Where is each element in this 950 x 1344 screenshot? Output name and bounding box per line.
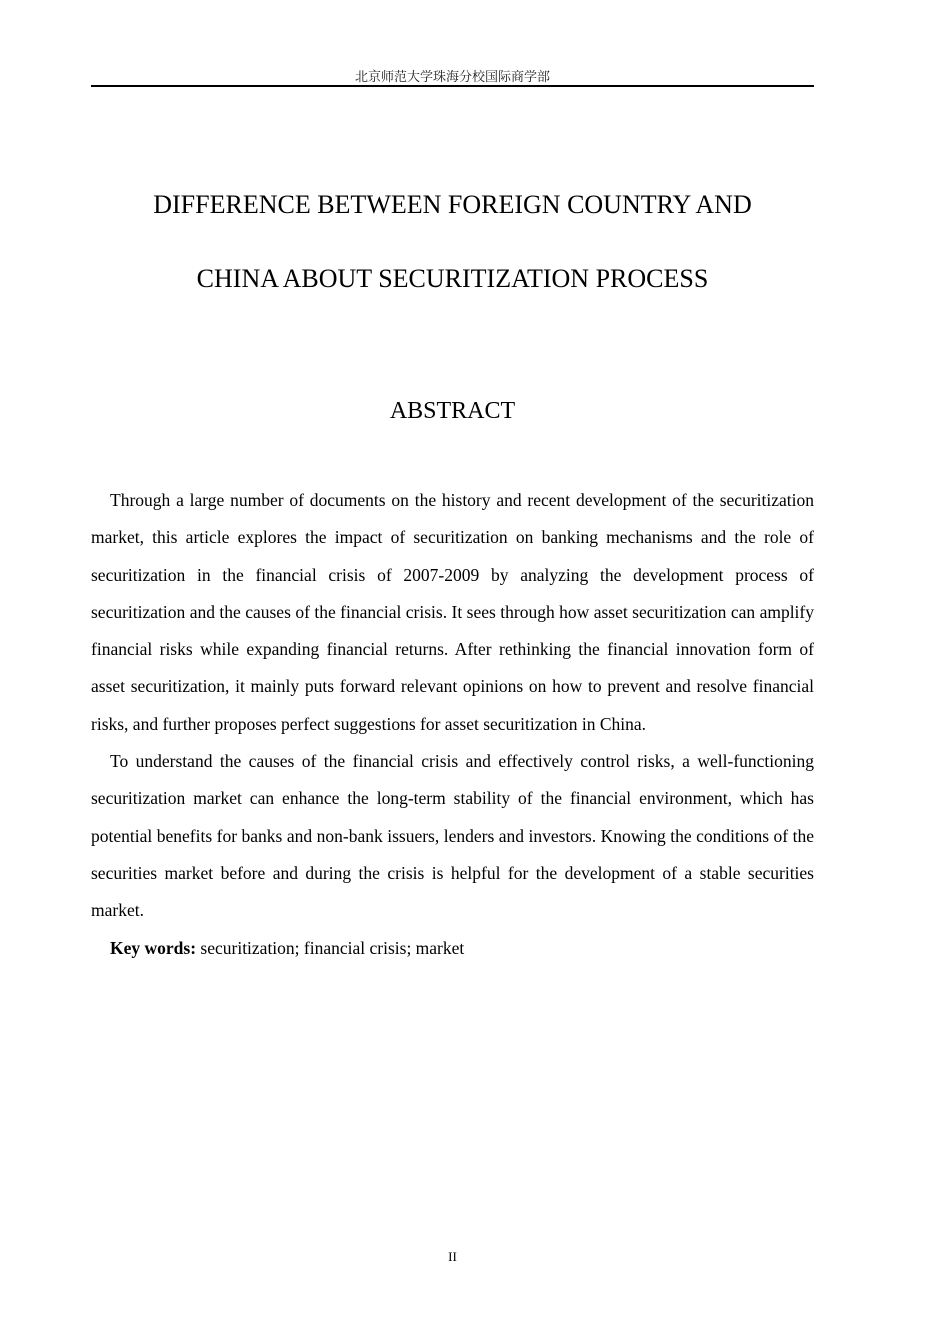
page-header: 北京师范大学珠海分校国际商学部 bbox=[354, 70, 550, 85]
title-line-1: DIFFERENCE BETWEEN FOREIGN COUNTRY AND bbox=[153, 190, 752, 219]
keywords-label: Key words: bbox=[110, 937, 197, 958]
abstract-body bbox=[91, 482, 814, 966]
header-rule bbox=[91, 85, 814, 87]
page-number: II bbox=[448, 1249, 457, 1264]
keywords-text: securitization; financial crisis; market bbox=[196, 937, 465, 958]
keywords bbox=[91, 930, 814, 966]
abstract-heading: ABSTRACT bbox=[389, 398, 516, 424]
title-line-2: CHINA ABOUT SECURITIZATION PROCESS bbox=[196, 264, 709, 293]
abstract-paragraph: Through a large number of documents on the history and recent development of the securitization market, this article explores the impact of securitization on banking mechanisms and the role of securitization in the financial crisis of 2007-2009 by analyzing the development process of securitization and the causes of the financial crisis. It sees through how asset securitization can amplify financial risks while expanding financial returns. After rethinking the financial innovation form of asset securitization, it mainly puts forward relevant opinions on how to prevent and resolve financial risks, and further proposes perfect suggestions for asset securitization in China. bbox=[91, 490, 814, 734]
abstract-paragraph: To understand the causes of the financial crisis and effectively control risks, a well-functioning securitization market can enhance the long-term stability of the financial environment, which has potential benefits for banks and non-bank issuers, lenders and investors. Knowing the conditions of the securities market before and during the crisis is helpful for the development of a stable securities market. bbox=[91, 751, 814, 921]
